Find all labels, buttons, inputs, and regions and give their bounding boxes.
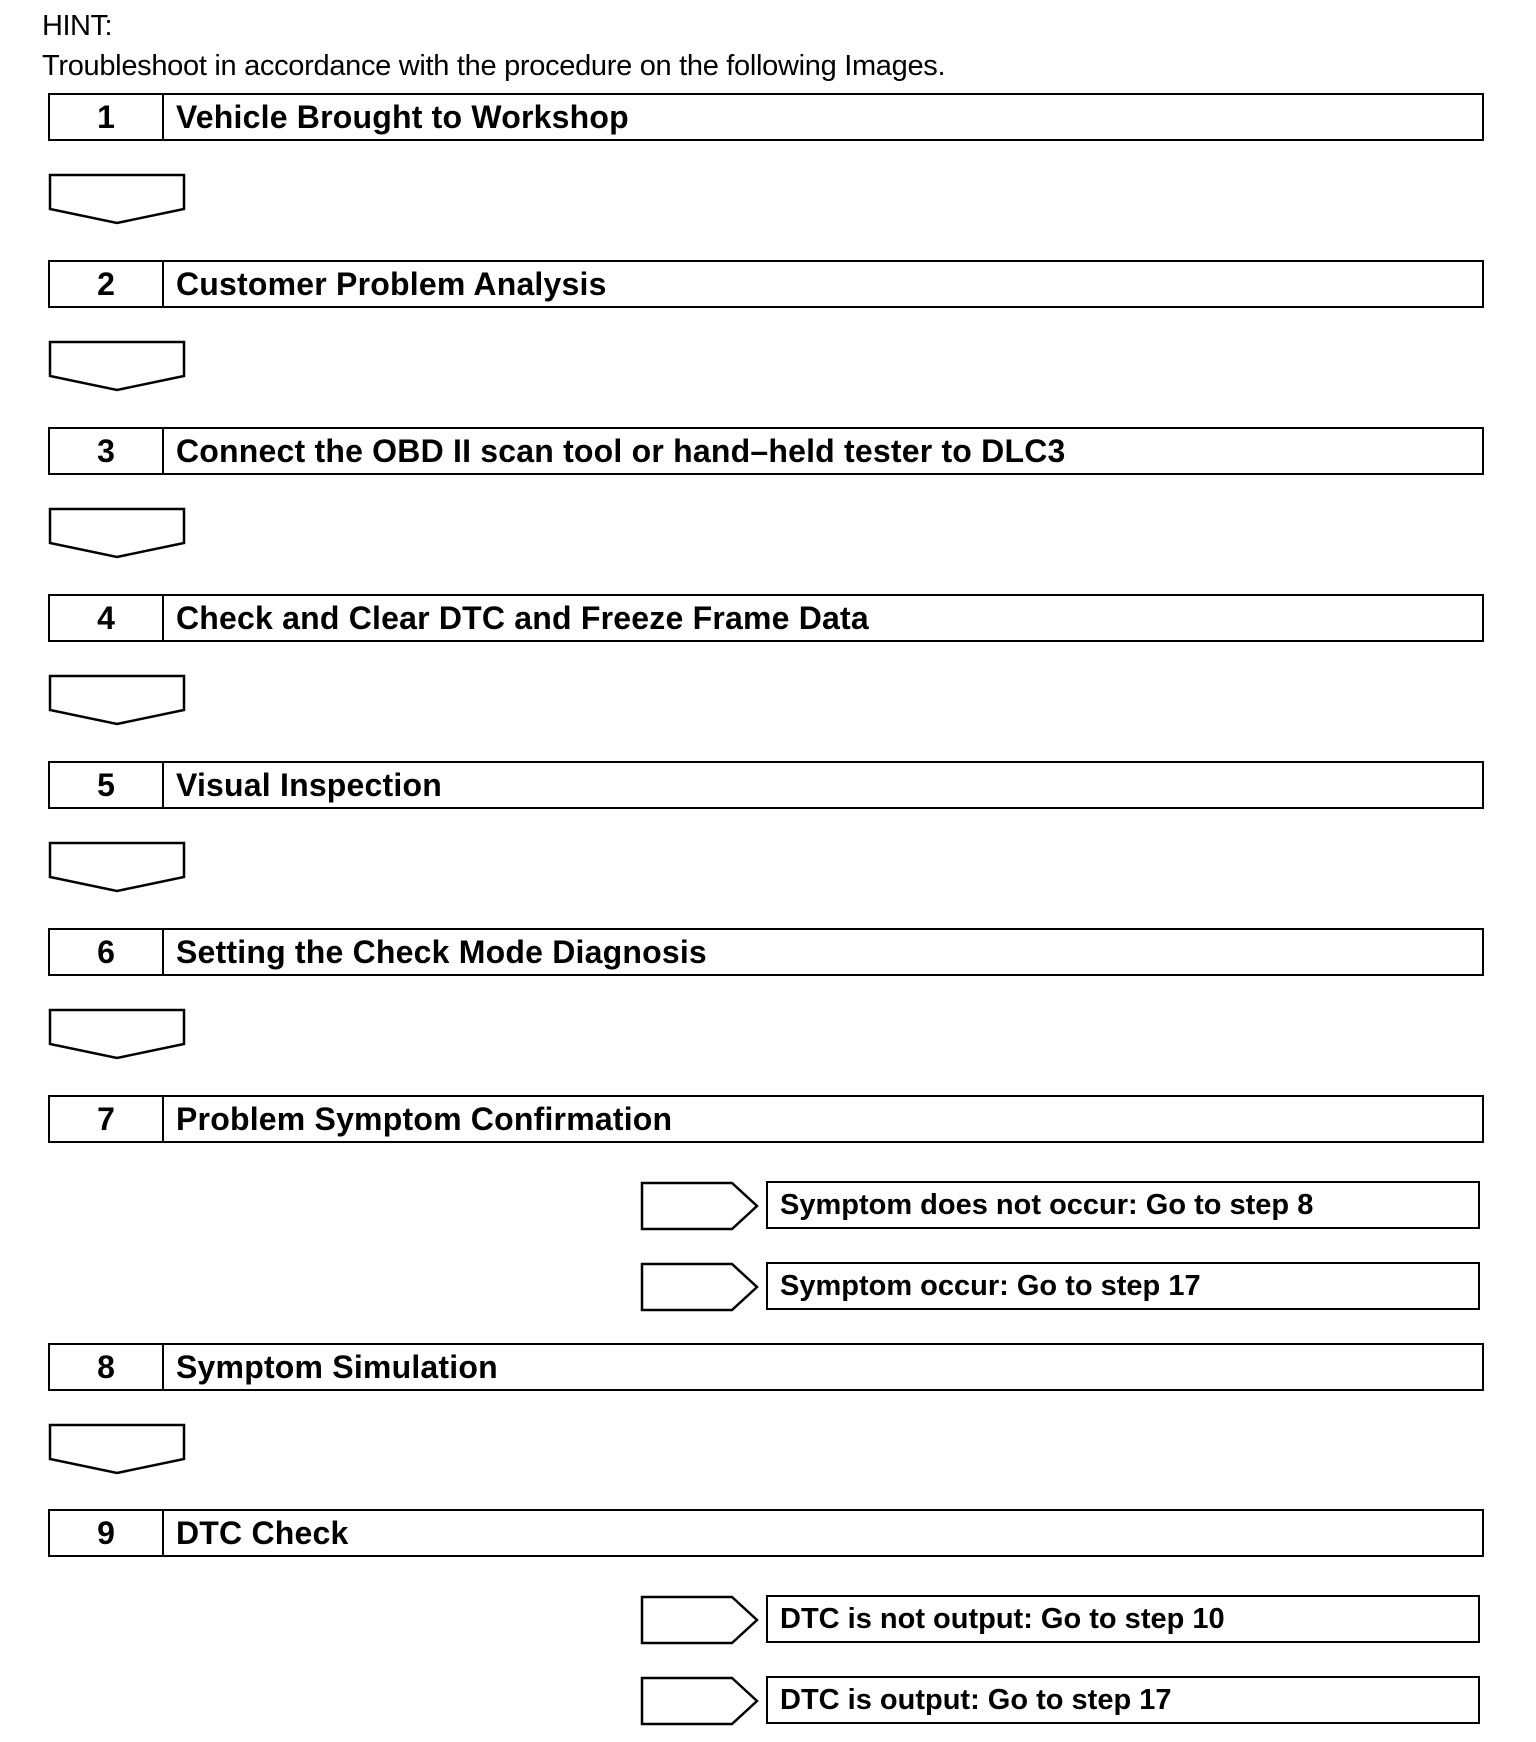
step-title: DTC Check (176, 1514, 349, 1551)
step-7-box (48, 1095, 1484, 1143)
arrow-down-icon (48, 507, 186, 559)
step-number: 6 (50, 930, 164, 974)
arrow-down-icon (48, 340, 186, 392)
step-2-box (48, 260, 1484, 308)
step-9-box (48, 1509, 1484, 1557)
step-5-box (48, 761, 1484, 809)
step-title: Connect the OBD II scan tool or hand–held tester to DLC3 (176, 432, 1066, 469)
step-3-box (48, 427, 1484, 475)
step-number: 9 (50, 1511, 164, 1555)
arrow-right-icon (640, 1262, 760, 1312)
step-number: 2 (50, 262, 164, 306)
step-title: Check and Clear DTC and Freeze Frame Data (176, 599, 869, 636)
step-title: Visual Inspection (176, 766, 442, 803)
intro-text: Troubleshoot in accordance with the procedure on the following Images. (42, 50, 946, 82)
arrow-down-icon (48, 841, 186, 893)
step-4-box (48, 594, 1484, 642)
arrow-right-icon (640, 1181, 760, 1231)
arrow-down-icon (48, 1423, 186, 1475)
step-title: Setting the Check Mode Diagnosis (176, 933, 707, 970)
step-number: 4 (50, 596, 164, 640)
arrow-right-icon (640, 1676, 760, 1726)
step-number: 5 (50, 763, 164, 807)
branch-result-box: Symptom occur: Go to step 17 (766, 1262, 1480, 1310)
step-1-box (48, 93, 1484, 141)
step-title: Problem Symptom Confirmation (176, 1100, 673, 1137)
step-6-box (48, 928, 1484, 976)
arrow-down-icon (48, 173, 186, 225)
step-title: Vehicle Brought to Workshop (176, 98, 629, 135)
step-number: 3 (50, 429, 164, 473)
step-title: Symptom Simulation (176, 1348, 498, 1385)
arrow-down-icon (48, 1008, 186, 1060)
step-8-box (48, 1343, 1484, 1391)
step-title: Customer Problem Analysis (176, 265, 607, 302)
step-number: 7 (50, 1097, 164, 1141)
arrow-right-icon (640, 1595, 760, 1645)
step-number: 8 (50, 1345, 164, 1389)
branch-result-box: DTC is not output: Go to step 10 (766, 1595, 1480, 1643)
step-number: 1 (50, 95, 164, 139)
branch-result-box: DTC is output: Go to step 17 (766, 1676, 1480, 1724)
branch-result-box: Symptom does not occur: Go to step 8 (766, 1181, 1480, 1229)
hint-label: HINT: (42, 10, 112, 42)
arrow-down-icon (48, 674, 186, 726)
